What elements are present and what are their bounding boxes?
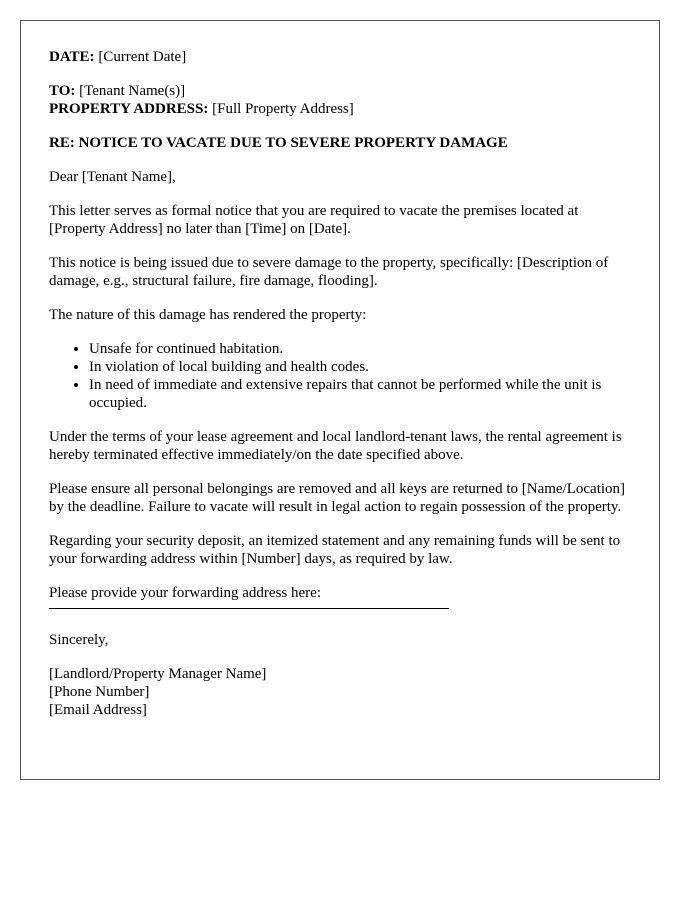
date-value: [Current Date] <box>98 49 187 65</box>
date-line <box>49 48 631 66</box>
property-address-label: PROPERTY ADDRESS: <box>49 101 209 117</box>
salutation: Dear [Tenant Name], <box>49 169 176 185</box>
paragraph-forwarding: Please provide your forwarding address here: <box>49 585 321 601</box>
subject-line: RE: NOTICE TO VACATE DUE TO SEVERE PROPERTY DAMAGE <box>49 135 508 151</box>
paragraph-deposit: Regarding your security deposit, an itemized statement and any remaining funds will be sent to your forwarding address within [Number] days, as required by law. <box>49 533 621 567</box>
date-label: DATE: <box>49 49 95 65</box>
list-item: • Unsafe for continued habitation. <box>89 340 631 358</box>
signer-email: [Email Address] <box>49 702 147 718</box>
list-item: • In need of immediate and extensive repairs that cannot be performed while the unit is occupied. <box>89 376 631 412</box>
paragraph-notice: This letter serves as formal notice that you are required to vacate the premises located at [Property Address] no later than [Time] on [Date]. <box>49 203 579 237</box>
recipient-block <box>49 82 631 118</box>
conditions-list <box>49 340 631 412</box>
list-item: • In violation of local building and health codes. <box>89 358 631 376</box>
to-label: TO: <box>49 83 76 99</box>
paragraph-nature: The nature of this damage has rendered the property: <box>49 307 367 323</box>
property-address-value: [Full Property Address] <box>212 101 354 117</box>
signer-phone: [Phone Number] <box>49 684 150 700</box>
closing: Sincerely, <box>49 632 109 648</box>
signer-name: [Landlord/Property Manager Name] <box>49 666 267 682</box>
signature-block <box>49 665 631 719</box>
forwarding-address-line <box>49 608 449 609</box>
letter-document <box>20 20 660 780</box>
paragraph-termination: Under the terms of your lease agreement and local landlord-tenant laws, the rental agreement is hereby terminated effective immediately/on the date specified above. <box>49 429 622 463</box>
paragraph-damage: This notice is being issued due to severe damage to the property, specifically: [Description of damage, e.g., structural failure, fire damage, flooding]. <box>49 255 609 289</box>
to-value: [Tenant Name(s)] <box>79 83 186 99</box>
paragraph-belongings: Please ensure all personal belongings are removed and all keys are returned to [Name/Location] by the deadline. Failure to vacate will result in legal action to regain possession of the property. <box>49 481 626 515</box>
